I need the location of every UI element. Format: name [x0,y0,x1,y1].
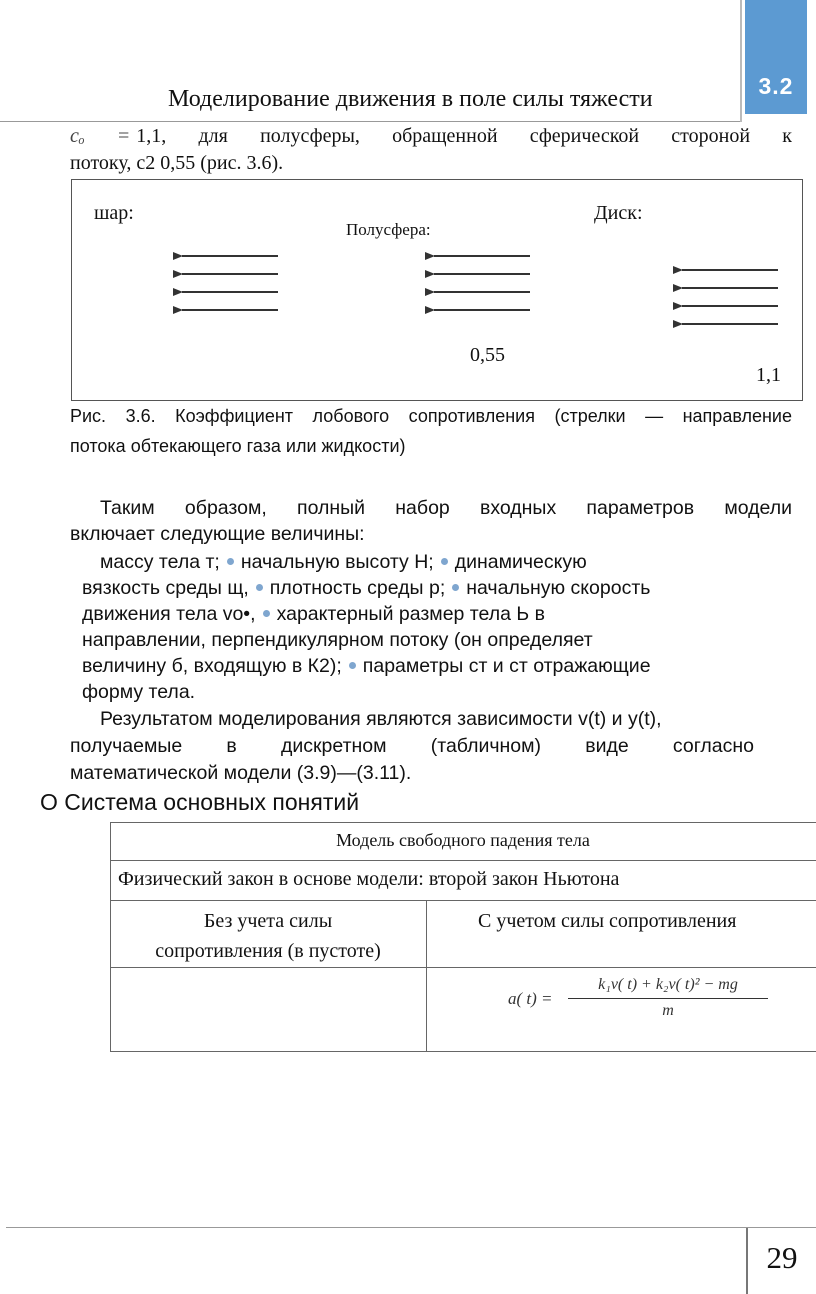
figure-caption-line-2: потока обтекающего газа или жидкости) [70,436,406,456]
badge-divider [740,0,742,122]
section-badge [745,0,807,114]
page-header-title: Моделирование движения в поле силы тяжести [168,86,653,112]
figure-label-sphere: шар: [94,202,134,224]
figure-caption-line-1: Рис. 3.6. Коэффициент лобового сопротивления (стрелки — направление [70,406,792,426]
bullet-icon [349,662,356,669]
table-law-row: Физический закон в основе модели: второй закон Ньютона [118,868,620,890]
paragraph-2-line-1: Результатом моделирования являются зависимости v(t) и y(t), [100,708,662,730]
header-rule [0,121,740,122]
drag-coefficient-symbol: cₒ = [70,125,131,147]
parameter-list-line-2: вязкость среды щ, плотность среды р; начальную скорость [82,577,651,599]
table-border-left [110,822,111,1052]
footer-rule [6,1227,816,1228]
formula-lhs: a( t) = [508,989,553,1008]
table-header-without-drag-line-2: сопротивления (в пустоте) [155,940,381,962]
paragraph-2-line-3: математической модели (3.9)—(3.11). [70,762,412,784]
table-header-without-drag-line-1: Без учета силы [203,910,333,932]
figure-label-disk: Диск: [594,202,643,224]
table-column-divider [426,900,427,1052]
table-row-divider [110,860,816,861]
paragraph-1-line-2: включает следующие величины: [70,523,365,545]
parameter-list-line-5: величину б, входящую в К2); параметры ст и ст отражающие [82,655,651,677]
table-border-top [110,822,816,823]
table-header-with-drag: С учетом силы сопротивления [478,910,737,932]
intro-line-1 [70,123,792,150]
table-row-divider [110,900,816,901]
intro-line-2: потоку, с2 0,55 (рис. 3.6). [70,152,284,174]
formula-fraction-bar [568,998,768,999]
intro-line-1-text: 1,1, для полусферы, обращенной сферической стороной к [136,125,792,147]
section-heading-concepts: О Система основных понятий [40,789,360,815]
bullet-icon [452,584,459,591]
table-title: Модель свободного падения тела [336,830,590,850]
parameter-list-line-6: форму тела. [82,681,196,703]
page-number: 29 [766,1240,798,1275]
acceleration-formula [508,976,808,1028]
bullet-icon [263,610,270,617]
paragraph-1-line-1: Таким образом, полный набор входных параметров модели [100,497,792,519]
formula-numerator: k₁v( t) + k₂v( t)² − mg [598,976,738,993]
figure-value-disk: 1,1 [756,364,781,386]
section-badge-label: 3.2 [758,73,794,99]
paragraph-2-line-2: получаемые в дискретном (табличном) виде согласно [70,735,754,757]
bullet-icon [227,558,234,565]
bullet-icon [441,558,448,565]
parameter-list-line-1: массу тела т; начальную высоту Н; динамическую [100,551,587,573]
parameter-list-line-3: движения тела vo•, характерный размер тела Ь в [82,603,545,625]
figure-frame [71,179,803,401]
table-border-bottom [110,1051,816,1052]
figure-label-hemisphere: Полусфера: [346,220,431,239]
formula-denominator: m [662,1002,674,1019]
table-row-divider [110,967,816,968]
figure-value-hemisphere: 0,55 [470,344,505,366]
concepts-table [110,822,816,1052]
bullet-icon [256,584,263,591]
parameter-list-line-4: направлении, перпендикулярном потоку (он определяет [82,629,593,651]
